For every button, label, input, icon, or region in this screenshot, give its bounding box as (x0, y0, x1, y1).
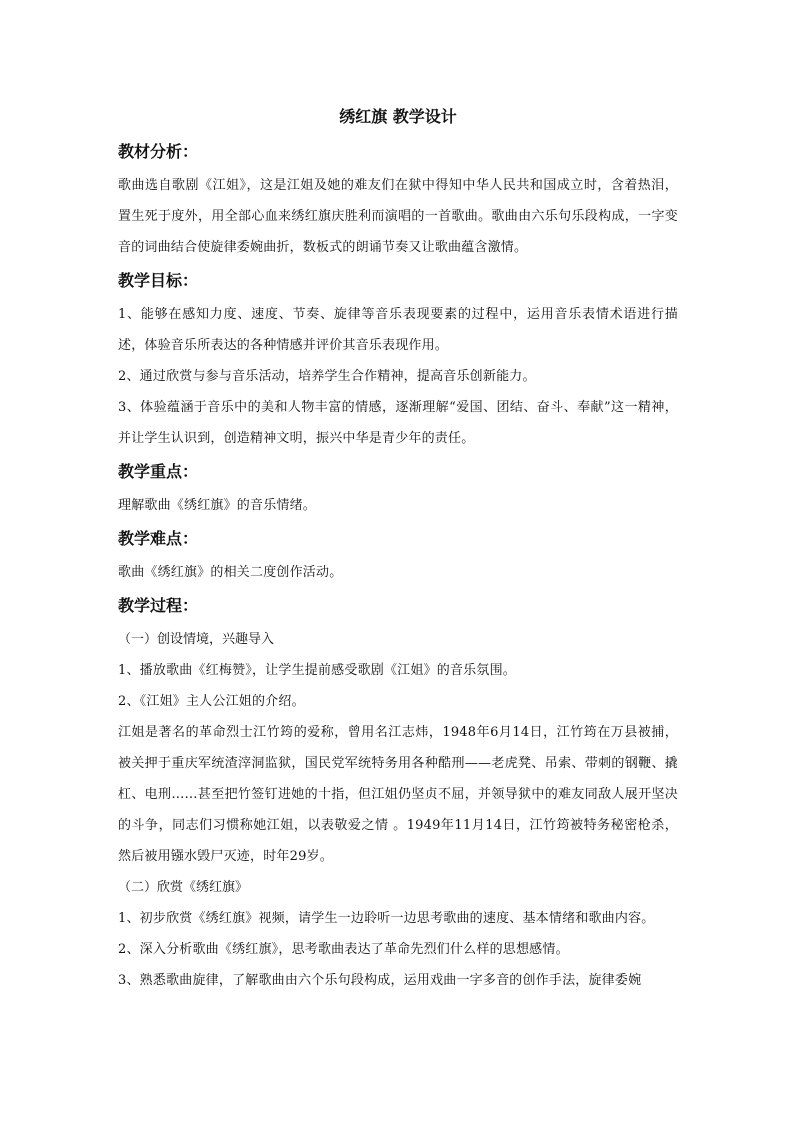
objective-item-2: 2、通过欣赏与参与音乐活动，培养学生合作精神，提高音乐创新能力。 (118, 369, 536, 384)
process-subheading-1: （一）创设情境，兴趣导入 (118, 632, 275, 647)
objective-item-1: 1、能够在感知力度、速度、节奏、旋律等音乐表现要素的过程中，运用音乐表情术语进行描述，体验音乐所表达的各种情感并评价其音乐表现作用。 (118, 307, 678, 353)
document-page (118, 100, 678, 996)
process-subheading-2: （二）欣赏《绣红旗》 (118, 880, 249, 895)
section-heading-difficulties: 教学难点： (118, 529, 199, 548)
key-points-paragraph: 理解歌曲《绣红旗》的音乐情绪。 (118, 498, 317, 513)
process-item-4: 2、深入分析歌曲《绣红旗》，思考歌曲表达了革命先烈们什么样的思想感情。 (118, 942, 569, 957)
document-title: 绣红旗 教学设计 (339, 107, 457, 126)
analysis-paragraph: 歌曲选自歌剧《江姐》，这是江姐及她的难友们在狱中得知中华人民共和国成立时，含着热泪，置生死于度外，用全部心血来绣红旗庆胜利而演唱的一首歌曲。歌曲由六乐句乐段构成，一字变音的词曲结合使旋律委婉曲折，数板式的朗诵节奏又让歌曲蕴含激情。 (118, 178, 678, 255)
section-heading-key-points: 教学重点： (118, 462, 199, 481)
jiangjie-introduction-paragraph: 江姐是著名的革命烈士江竹筠的爱称，曾用名江志炜，1948年6月14日，江竹筠在万县被捕，被关押于重庆军统渣滓洞监狱，国民党军统特务用各种酷刑——老虎凳、吊索、带刺的钢鞭、撬杠、电刑……甚至把竹签钉进她的十指，但江姐仍坚贞不屈，并领导狱中的难友同敌人展开坚决的斗争，同志们习惯称她江姐，以表敬爱之情 。1949年11月14日，江竹筠被特务秘密枪杀，然后被用镪水毁尸灭迹，时年29岁。 (118, 725, 678, 864)
section-heading-process: 教学过程： (118, 596, 199, 615)
difficulties-paragraph: 歌曲《绣红旗》的相关二度创作活动。 (118, 565, 343, 580)
process-item-1: 1、播放歌曲《红梅赞》，让学生提前感受歌剧《江姐》的音乐氛围。 (118, 663, 516, 678)
process-item-2: 2、《江姐》主人公江姐的介绍。 (118, 694, 305, 709)
process-item-3: 1、初步欣赏《绣红旗》视频，请学生一边聆听一边思考歌曲的速度、基本情绪和歌曲内容。 (118, 911, 655, 926)
process-item-5: 3、熟悉歌曲旋律，了解歌曲由六个乐句段构成，运用戏曲一字多音的创作手法，旋律委婉 (118, 973, 642, 988)
objective-item-3: 3、体验蕴涵于音乐中的美和人物丰富的情感，逐渐理解“爱国、团结、奋斗、奉献”这一精神，并让学生认识到，创造精神文明，振兴中华是青少年的责任。 (118, 400, 678, 446)
section-heading-analysis: 教材分析： (118, 142, 199, 161)
section-heading-objectives: 教学目标： (118, 271, 199, 290)
